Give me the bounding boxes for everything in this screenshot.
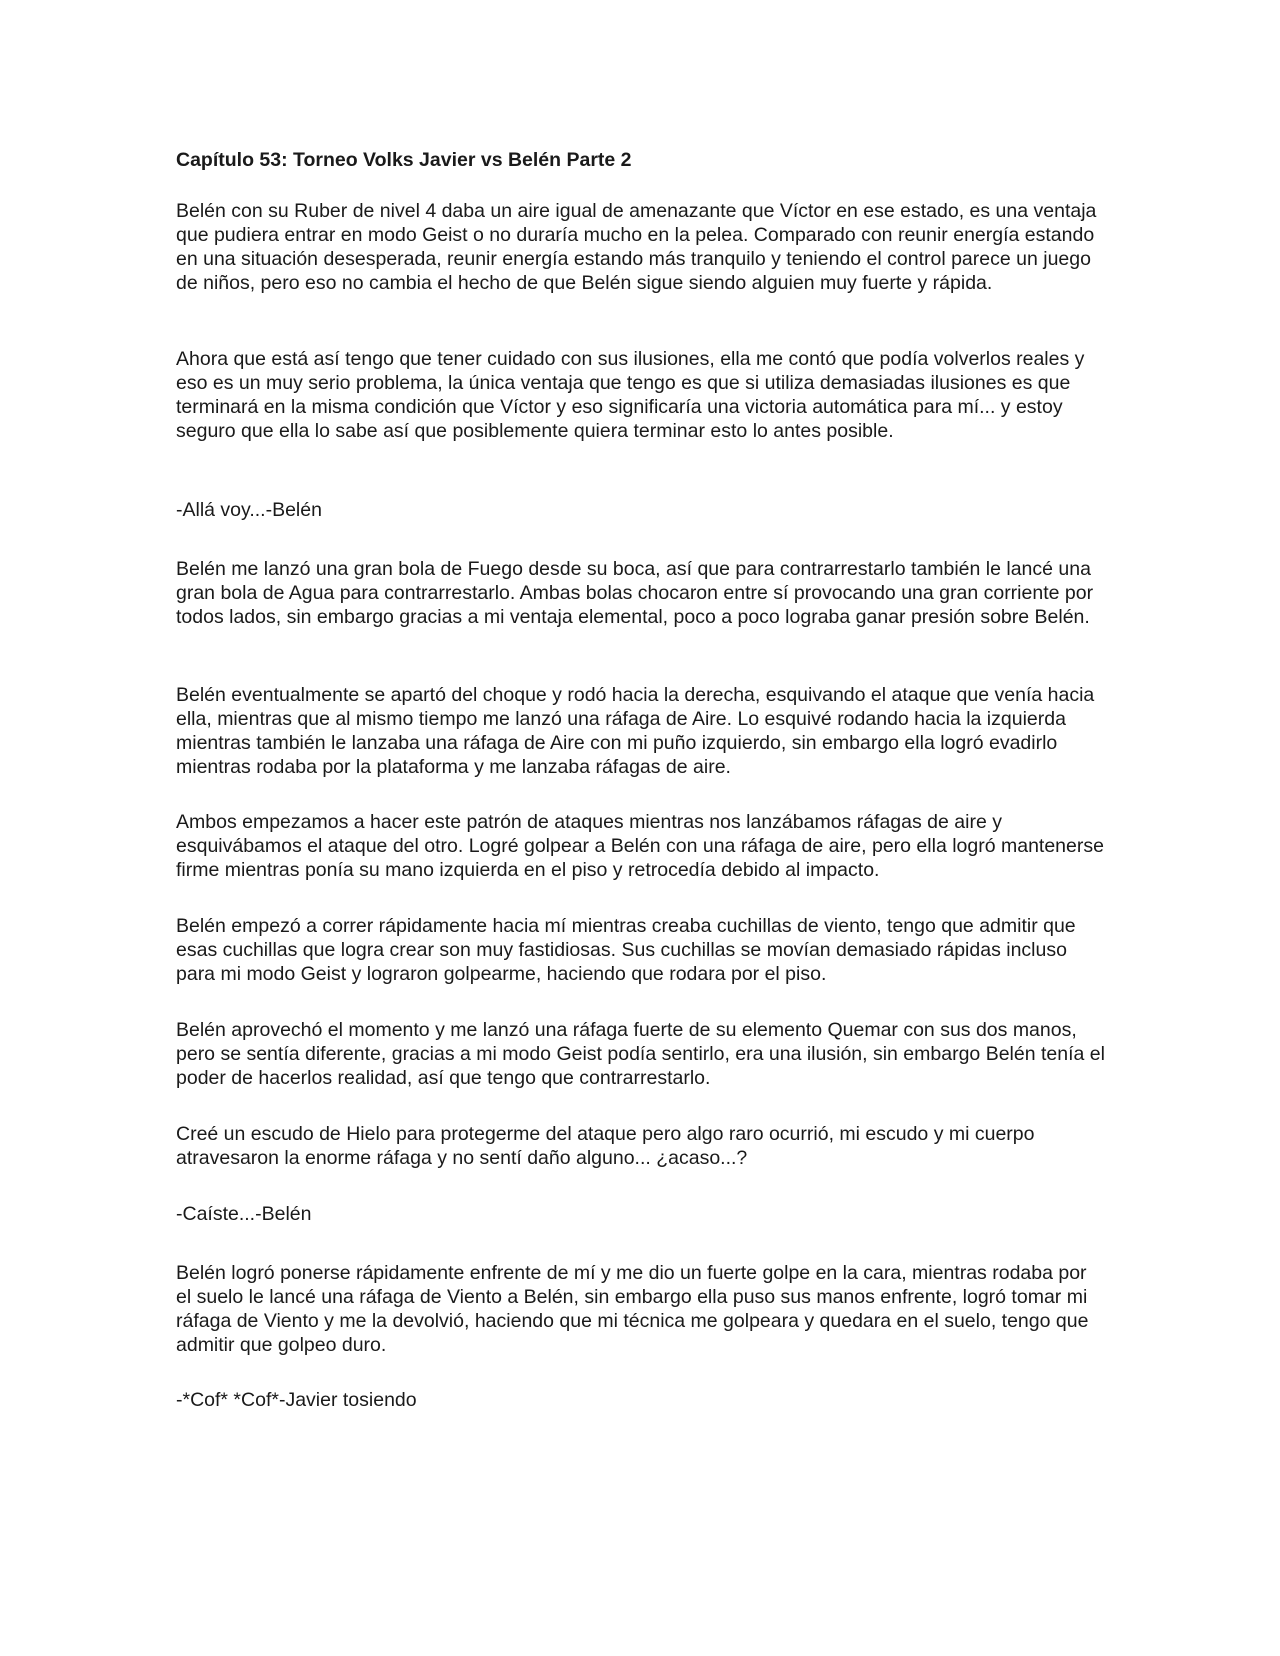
- paragraph-6: Belén empezó a correr rápidamente hacia mí mientras creaba cuchillas de viento, tengo que admitir que esas cuchillas que logra crear son muy fastidiosas. Sus cuchillas se movían demasiado rápidas incluso para mi modo Geist y lograron golpearme, haciendo que rodara por el piso.: [176, 915, 1076, 985]
- chapter-title: Capítulo 53: Torneo Volks Javier vs Belén Parte 2: [176, 149, 632, 171]
- paragraph-7: Belén aprovechó el momento y me lanzó una ráfaga fuerte de su elemento Quemar con sus dos manos, pero se sentía diferente, gracias a mi modo Geist podía sentirlo, era una ilusión, sin embargo Belén tenía el poder de hacerlos realidad, así que tengo que contrarrestarlo.: [176, 1019, 1105, 1089]
- paragraph-8: Creé un escudo de Hielo para protegerme del ataque pero algo raro ocurrió, mi escudo y mi cuerpo atravesaron la enorme ráfaga y no sentí daño alguno... ¿acaso...?: [176, 1123, 1035, 1169]
- paragraph-1: Belén con su Ruber de nivel 4 daba un aire igual de amenazante que Víctor en ese estado, es una ventaja que pudiera entrar en modo Geist o no duraría mucho en la pelea. Comparado con reunir energía estando en una situación desesperada, reunir energía estando más tranquilo y teniendo el control parece un juego de niños, pero eso no cambia el hecho de que Belén sigue siendo alguien muy fuerte y rápida.: [176, 200, 1097, 294]
- dialog-line-2: -Caíste...-Belén: [176, 1203, 312, 1225]
- paragraph-3: Belén me lanzó una gran bola de Fuego desde su boca, así que para contrarrestarlo también le lancé una gran bola de Agua para contrarrestarlo. Ambas bolas chocaron entre sí provocando una gran corriente por todos lados, sin embargo gracias a mi ventaja elemental, poco a poco lograba ganar presión sobre Belén.: [176, 558, 1094, 628]
- paragraph-2: Ahora que está así tengo que tener cuidado con sus ilusiones, ella me contó que podía volverlos reales y eso es un muy serio problema, la única ventaja que tengo es que si utiliza demasiadas ilusiones es que terminará en la misma condición que Víctor y eso significaría una victoria automática para mí... y estoy seguro que ella lo sabe así que posiblemente quiera terminar esto lo antes posible.: [176, 348, 1085, 442]
- paragraph-5: Ambos empezamos a hacer este patrón de ataques mientras nos lanzábamos ráfagas de aire y esquivábamos el ataque del otro. Logré golpear a Belén con una ráfaga de aire, pero ella logró mantenerse firme mientras ponía su mano izquierda en el piso y retrocedía debido al impacto.: [176, 811, 1104, 881]
- dialog-line-1: -Allá voy...-Belén: [176, 499, 322, 521]
- paragraph-4: Belén eventualmente se apartó del choque y rodó hacia la derecha, esquivando el ataque que venía hacia ella, mientras que al mismo tiempo me lanzó una ráfaga de Aire. Lo esquivé rodando hacia la izquierda mientras también le lanzaba una ráfaga de Aire con mi puño izquierdo, sin embargo ella logró evadirlo mientras rodaba por la plataforma y me lanzaba ráfagas de aire.: [176, 684, 1095, 778]
- paragraph-9: Belén logró ponerse rápidamente enfrente de mí y me dio un fuerte golpe en la cara, mientras rodaba por el suelo le lancé una ráfaga de Viento a Belén, sin embargo ella puso sus manos enfrente, logró tomar mi ráfaga de Viento y me la devolvió, haciendo que mi técnica me golpeara y quedara en el suelo, tengo que admitir que golpeo duro.: [176, 1262, 1089, 1356]
- dialog-line-3: -*Cof* *Cof*-Javier tosiendo: [176, 1389, 417, 1411]
